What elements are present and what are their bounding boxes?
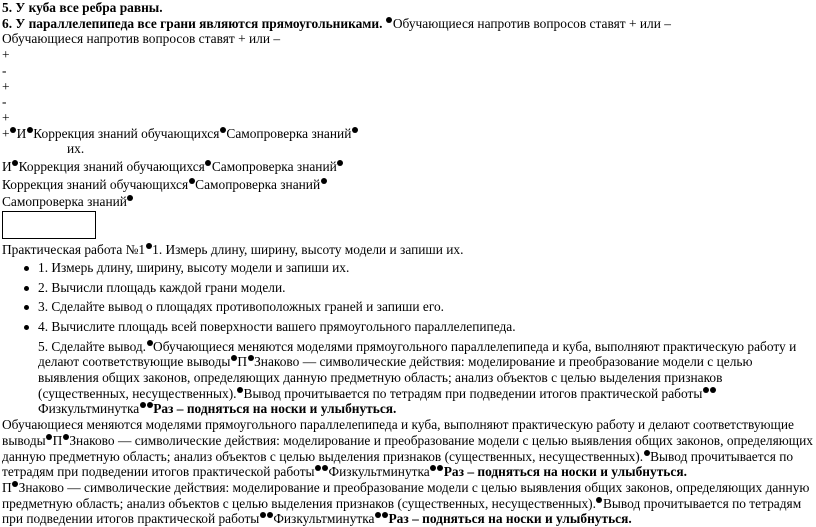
bullet-dot-icon (205, 160, 211, 166)
bullet-dot-icon (12, 481, 18, 487)
table-fragment-row-3: Коррекция знаний обучающихся Самопроверка знаний (2, 177, 814, 193)
bullet-dot-icon (437, 465, 443, 471)
bullet-dot-icon (12, 160, 18, 166)
bullet-dot-icon (140, 402, 146, 408)
practical-heading: Практическая работа №1 1. Измерь длину, ширину, высоту модели и запиши их. (2, 242, 464, 258)
bullet-dot-icon (352, 127, 358, 133)
bullet-dot-icon (386, 17, 392, 23)
table-fragment-row-4: Самопроверка знаний (2, 194, 814, 210)
bullet-dot-icon (46, 434, 52, 440)
bullet-dot-icon (703, 387, 709, 393)
answer-mark: + (2, 47, 10, 63)
paragraph-symbolic: П Знаково — символические действия: моделирование и преобразование модели с целью выявления общих законов, определяющих данную предметную область; анализ объектов с целью выделения признаков (существенных, несущественных). Вывод прочитывается по тетрадям при подведении итогов практической работы Физкультминутка Раз – подняться на носки и улыбнуться. (2, 479, 810, 527)
bullet-dot-icon (315, 465, 321, 471)
bullet-dot-icon (322, 465, 328, 471)
bullet-dot-icon (375, 512, 381, 518)
bullet-dot-icon (248, 355, 254, 361)
instruction-line: Обучающиеся напротив вопросов ставят + или – (2, 31, 281, 47)
bullet-dot-icon (644, 450, 650, 456)
table-fragment-row-1: + И Коррекция знаний обучающихся Самопроверка знаний (2, 126, 814, 142)
question-6: 6. У параллелепипеда все грани являются прямоугольниками. Обучающиеся напротив вопросов ставят + или – (2, 15, 671, 31)
bullet-dot-icon (147, 340, 153, 346)
document-body (2, 0, 814, 527)
bullet-dot-icon (189, 178, 195, 184)
bullet-dot-icon (27, 127, 33, 133)
bullet-dot-icon (127, 195, 133, 201)
bullet-dot-icon (710, 387, 716, 393)
answer-mark: + (2, 78, 10, 94)
practical-task-list (2, 258, 814, 417)
list-item: 4. Вычислите площадь всей поверхности вашего прямоугольного параллелепипеда. (38, 317, 814, 337)
bullet-dot-icon (430, 465, 436, 471)
bullet-dot-icon (237, 387, 243, 393)
paragraph-results: Обучающиеся меняются моделями прямоугольного параллелепипеда и куба, выполняют практическую работу и делают соответствующие выводы П Знаково — символические действия: моделирование и преобразование модели с целью выявления общих законов, определяющих данную предметную область; анализ объектов с целью выделения признаков (существенных, несущественных). Вывод прочитывается по тетрадям при подведении итогов практической работы Физкультминутка Раз – подняться на носки и улыбнуться. (2, 417, 813, 480)
answer-mark: - (2, 62, 7, 78)
bullet-dot-icon (382, 512, 388, 518)
empty-table-cell (2, 211, 96, 239)
list-item: 1. Измерь длину, ширину, высоту модели и запиши их. (38, 258, 814, 278)
bullet-dot-icon (63, 434, 69, 440)
answer-mark: + (2, 109, 10, 125)
list-item: 3. Сделайте вывод о площадях противоположных граней и запиши его. (38, 297, 814, 317)
bullet-dot-icon (596, 497, 602, 503)
bullet-dot-icon (10, 127, 16, 133)
list-item: 5. Сделайте вывод. Обучающиеся меняются моделями прямоугольного параллелепипеда и куба, выполняют практическую работу и делают соответствующие выводы П Знаково — символические действия: моделирование и преобразование модели с целью выявления общих законов, определяющих данную предметную область; анализ объектов с целью выделения признаков (существенных, несущественных). Вывод прочитывается по тетрадям при подведении итогов практической работыФизкультминутка Раз – подняться на носки и улыбнуться. (2, 337, 814, 418)
question-5: 5. У куба все ребра равны. (2, 0, 163, 15)
bullet-dot-icon (267, 512, 273, 518)
list-item: 2. Вычисли площадь каждой грани модели. (38, 278, 814, 298)
bullet-dot-icon (220, 127, 226, 133)
table-fragment-row-2: И Коррекция знаний обучающихся Самопроверка знаний (2, 159, 814, 175)
bullet-dot-icon (147, 402, 153, 408)
bullet-dot-icon (321, 178, 327, 184)
answer-mark: - (2, 94, 7, 110)
bullet-dot-icon (260, 512, 266, 518)
table-fragment-continuation: их. (67, 141, 85, 157)
bullet-dot-icon (146, 243, 152, 249)
bullet-dot-icon (337, 160, 343, 166)
